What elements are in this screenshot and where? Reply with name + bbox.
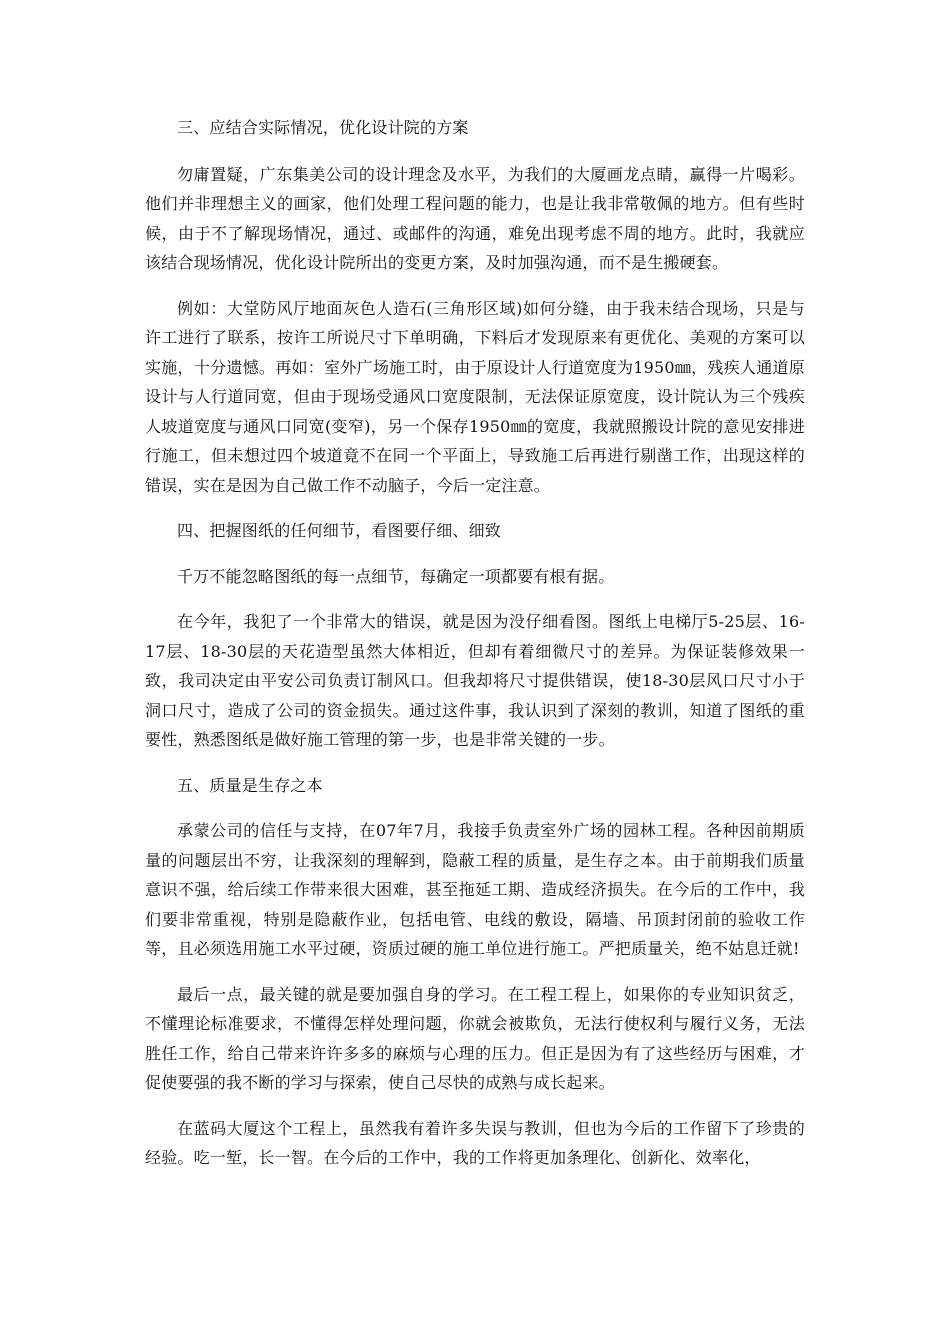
paragraph-quality: 承蒙公司的信任与支持，在07年7月，我接手负责室外广场的园林工程。各种因前期质量的问题层出不穷，让我深刻的理解到，隐蔽工程的质量，是生存之本。由于前期我们质量意识不强，给后续工作带来很大困难，甚至拖延工期、造成经济损失。在今后的工作中，我们要非常重视，特别是隐蔽作业，包括电管、电线的敷设，隔墙、吊顶封闭前的验收工作等，且必须选用施工水平过硬，资质过硬的施工单位进行施工。严把质量关，绝不姑息迁就! <box>145 821 805 958</box>
paragraph-self-learning: 最后一点，最关键的就是要加强自身的学习。在工程工程上，如果你的专业知识贫乏，不懂理论标准要求，不懂得怎样处理问题，你就会被欺负，无法行使权利与履行义务，无法胜任工作，给自己带来许许多多的麻烦与心理的压力。但正是因为有了这些经历与困难，才促使要强的我不断的学习与探索，使自己尽快的成熟与成长起来。 <box>145 984 805 1092</box>
section-heading-5: 五、质量是生存之本 <box>177 775 323 795</box>
paragraph-examples: 例如：大堂防风厅地面灰色人造石(三角形区域)如何分缝，由于我未结合现场，只是与许工进行了联系，按许工所说尺寸下单明确，下料后才发现原来有更优化、美观的方案可以实施，十分遗憾。再如：室外广场施工时，由于原设计人行道宽度为1950㎜，残疾人通道原设计与人行道同宽，但由于现场受通风口宽度限制，无法保证原宽度，设计院认为三个残疾人坡道宽度与通风口同宽(变窄)，另一个保存1950㎜的宽度，我就照搬设计院的意见安排进行施工，但未想过四个坡道竟不在同一个平面上，导致施工后再进行剔凿工作，出现这样的错误，实在是因为自己做工作不动脑子，今后一定注意。 <box>145 298 805 495</box>
paragraph-conclusion: 在蓝码大厦这个工程上，虽然我有着许多失误与教训，但也为今后的工作留下了珍贵的经验。吃一堑，长一智。在今后的工作中，我的工作将更加条理化、创新化、效率化， <box>145 1118 805 1167</box>
section-heading-3: 三、应结合实际情况，优化设计院的方案 <box>177 118 469 137</box>
paragraph-drawing-details: 千万不能忽略图纸的每一点细节，每确定一项都要有根有据。 <box>177 566 615 586</box>
paragraph-design-concept: 勿庸置疑，广东集美公司的设计理念及水平，为我们的大厦画龙点睛，赢得一片喝彩。他们并非理想主义的画家，他们处理工程问题的能力，也是让我非常敬佩的地方。但有些时候，由于不了解现场情况，通过、或邮件的沟通，难免出现考虑不周的地方。此时，我就应该结合现场情况，优化设计院所出的变更方案，及时加强沟通，而不是生搬硬套。 <box>145 164 805 272</box>
section-heading-4: 四、把握图纸的任何细节，看图要仔细、细致 <box>177 521 502 540</box>
document-body <box>145 113 805 1173</box>
paragraph-drawing-mistake: 在今年，我犯了一个非常大的错误，就是因为没仔细看图。图纸上电梯厅5-25层、16-17层、18-30层的天花造型虽然大体相近，但却有着细微尺寸的差异。为保证装修效果一致，我司决定由平安公司负责订制风口。但我却将尺寸提供错误，使18-30层风口尺寸小于洞口尺寸，造成了公司的资金损失。通过这件事，我认识到了深刻的教训，知道了图纸的重要性，熟悉图纸是做好施工管理的第一步，也是非常关键的一步。 <box>145 612 805 749</box>
